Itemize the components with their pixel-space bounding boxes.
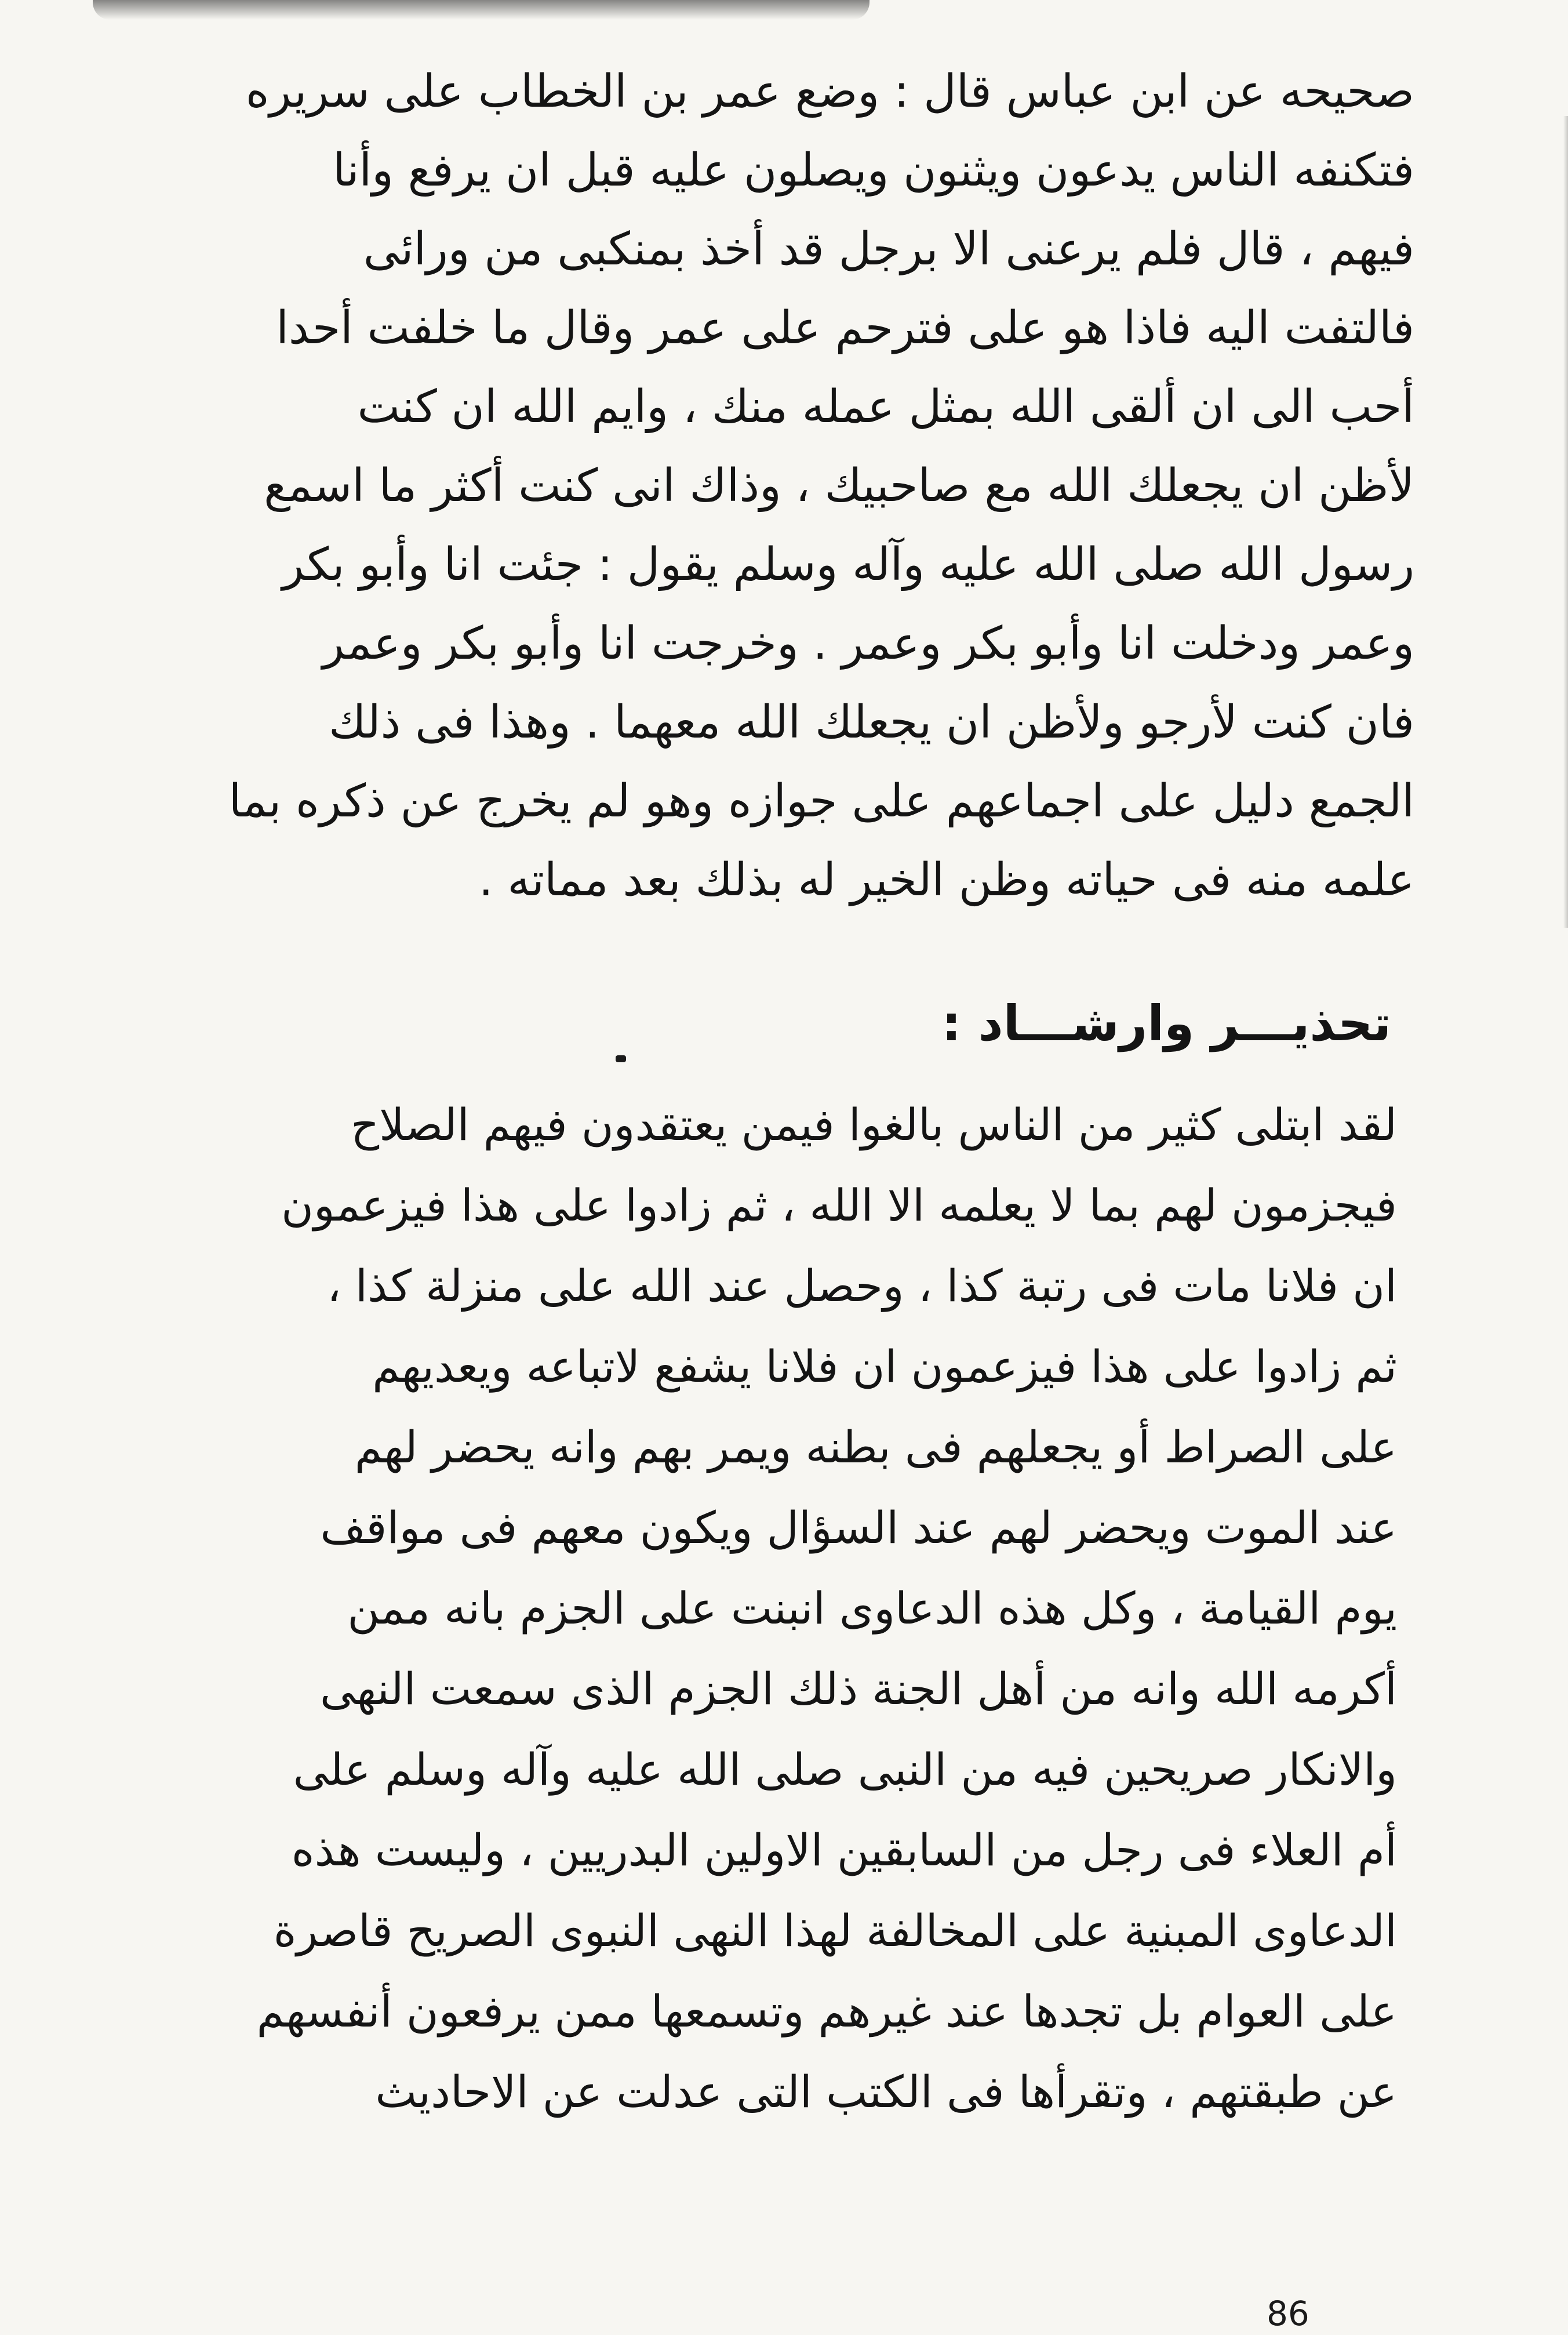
- text-line: فيجزمون لهم بما لا يعلمه الا الله ، ثم زادوا على هذا فيزعمون: [281, 1179, 1397, 1231]
- text-line: على الصراط أو يجعلهم فى بطنه ويمر بهم وانه يحضر لهم: [354, 1421, 1397, 1473]
- text-line: ان فلانا مات فى رتبة كذا ، وحصل عند الله على منزلة كذا ،: [327, 1260, 1397, 1312]
- text-line: عند الموت ويحضر لهم عند السؤال ويكون معهم فى مواقف: [320, 1502, 1397, 1553]
- page-edge-shadow: [1563, 116, 1568, 928]
- text-line: يوم القيامة ، وكل هذه الدعاوى انبنت على الجزم بانه ممن: [347, 1582, 1397, 1634]
- text-line: أحب الى ان ألقى الله بمثل عمله منك ، وايم الله ان كنت: [357, 381, 1414, 433]
- text-line: عن طبقتهم ، وتقرأها فى الكتب التى عدلت عن الاحاديث: [375, 2066, 1397, 2118]
- heading-mark: [616, 1055, 626, 1062]
- text-line: فالتفت اليه فاذا هو على فترحم على عمر وقال ما خلفت أحدا: [276, 302, 1414, 354]
- text-line: على العوام بل تجدها عند غيرهم وتسمعها ممن يرفعون أنفسهم: [256, 1985, 1397, 2037]
- page-number: 86: [1267, 2294, 1309, 2333]
- text-line: لأظن ان يجعلك الله مع صاحبيك ، وذاك انى كنت أكثر ما اسمع: [264, 460, 1414, 512]
- section-heading: تحذيـــر وارشـــاد :: [941, 995, 1391, 1052]
- text-line: رسول الله صلى الله عليه وآله وسلم يقول : جئت انا وأبو بكر: [282, 539, 1414, 591]
- text-line: الدعاوى المبنية على المخالفة لهذا النهى النبوى الصريح قاصرة: [273, 1905, 1397, 1956]
- text-line: صحيحه عن ابن عباس قال : وضع عمر بن الخطاب على سريره: [245, 66, 1414, 118]
- text-line: ثم زادوا على هذا فيزعمون ان فلانا يشفع لاتباعه ويعديهم: [372, 1341, 1397, 1392]
- text-line: فتكنفه الناس يدعون ويثنون ويصلون عليه قبل ان يرفع وأنا: [333, 144, 1414, 197]
- scan-smudge: [93, 0, 870, 20]
- text-line: فان كنت لأرجو ولأظن ان يجعلك الله معهما . وهذا فى ذلك: [329, 696, 1414, 749]
- text-line: والانكار صريحين فيه من النبى صلى الله عليه وآله وسلم على: [293, 1744, 1397, 1795]
- text-line: الجمع دليل على اجماعهم على جوازه وهو لم يخرج عن ذكره بما: [228, 775, 1414, 827]
- text-line: أكرمه الله وانه من أهل الجنة ذلك الجزم الذى سمعت النهى: [320, 1663, 1397, 1715]
- text-line: لقد ابتلى كثير من الناس بالغوا فيمن يعتقدون فيهم الصلاح: [351, 1099, 1397, 1150]
- paragraph-one: [139, 52, 1414, 920]
- text-line: وعمر ودخلت انا وأبو بكر وعمر . وخرجت انا وأبو بكر وعمر: [322, 618, 1414, 670]
- text-line: أم العلاء فى رجل من السابقين الاولين البدريين ، وليست هذه: [291, 1824, 1397, 1876]
- text-line: علمه منه فى حياته وظن الخير له بذلك بعد مماته .: [478, 854, 1414, 906]
- text-line: فيهم ، قال فلم يرعنى الا برجل قد أخذ بمنكبى من ورائى: [363, 223, 1414, 275]
- paragraph-two: [64, 1084, 1397, 2132]
